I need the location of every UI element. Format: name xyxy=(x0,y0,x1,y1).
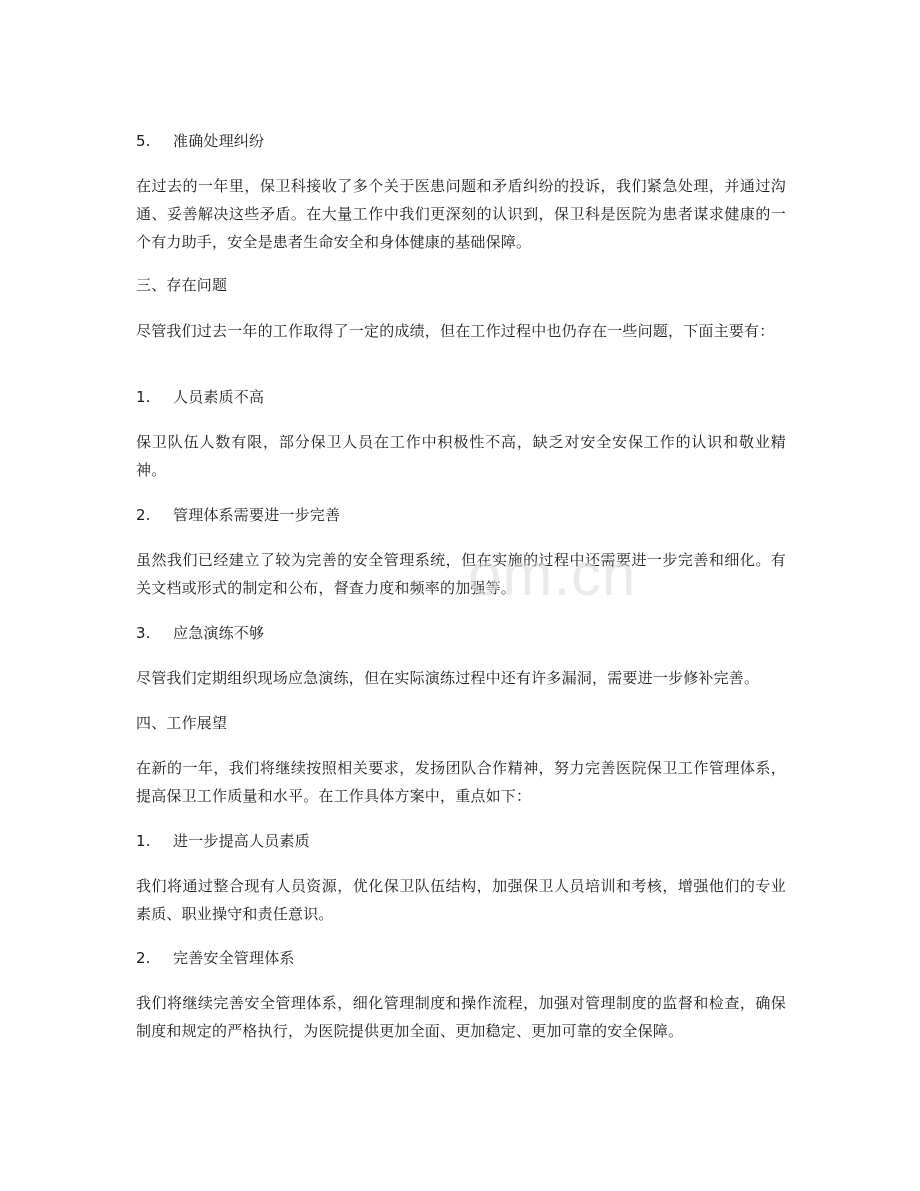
subheading-2 xyxy=(136,501,786,529)
item-number: 3. xyxy=(136,624,151,642)
paragraph: 我们将通过整合现有人员资源，优化保卫队伍结构，加强保卫人员培训和考核，增强他们的专业素质、职业操守和责任意识。 xyxy=(136,877,786,923)
subheading-3 xyxy=(136,619,786,647)
item-number: 2. xyxy=(136,506,151,524)
item-number: 1. xyxy=(136,832,151,850)
subheading-5 xyxy=(136,127,786,155)
paragraph: 我们将继续完善安全管理体系，细化管理制度和操作流程，加强对管理制度的监督和检查，确保制度和规定的严格执行，为医院提供更加全面、更加稳定、更加可靠的安全保障。 xyxy=(136,994,786,1040)
item-title: 准确处理纠纷 xyxy=(173,132,265,150)
paragraph: 在过去的一年里，保卫科接收了多个关于医患问题和矛盾纠纷的投诉，我们紧急处理，并通过沟通、妥善解决这些矛盾。在大量工作中我们更深刻的认识到，保卫科是医院为患者谋求健康的一个有力助手，安全是患者生命安全和身体健康的基础保障。 xyxy=(136,177,786,251)
item-number: 5. xyxy=(136,132,151,150)
item-title: 管理体系需要进一步完善 xyxy=(173,506,341,524)
section-title: 三、存在问题 xyxy=(136,276,228,294)
item-title: 人员素质不高 xyxy=(173,388,265,406)
paragraph: 虽然我们已经建立了较为完善的安全管理系统，但在实施的过程中还需要进一步完善和细化。有关文档或形式的制定和公布，督查力度和频率的加强等。 xyxy=(136,551,786,597)
paragraph: 保卫队伍人数有限，部分保卫人员在工作中积极性不高，缺乏对安全安保工作的认识和敬业精神。 xyxy=(136,433,786,479)
item-title: 完善安全管理体系 xyxy=(173,949,295,967)
subheading-2 xyxy=(136,944,786,972)
paragraph: 尽管我们过去一年的工作取得了一定的成绩，但在工作过程中也仍存在一些问题，下面主要有： xyxy=(136,322,775,340)
item-title: 进一步提高人员素质 xyxy=(173,832,310,850)
paragraph: 尽管我们定期组织现场应急演练，但在实际演练过程中还有许多漏洞，需要进一步修补完善。 xyxy=(136,669,760,687)
item-number: 1. xyxy=(136,388,151,406)
subheading-1 xyxy=(136,383,786,411)
paragraph: 在新的一年，我们将继续按照相关要求，发扬团队合作精神，努力完善医院保卫工作管理体系，提高保卫工作质量和水平。在工作具体方案中，重点如下： xyxy=(136,759,786,805)
item-title: 应急演练不够 xyxy=(173,624,265,642)
subheading-1 xyxy=(136,827,786,855)
watermark-text: om.cn xyxy=(468,541,637,608)
section-title: 四、工作展望 xyxy=(136,714,228,732)
item-number: 2. xyxy=(136,949,151,967)
